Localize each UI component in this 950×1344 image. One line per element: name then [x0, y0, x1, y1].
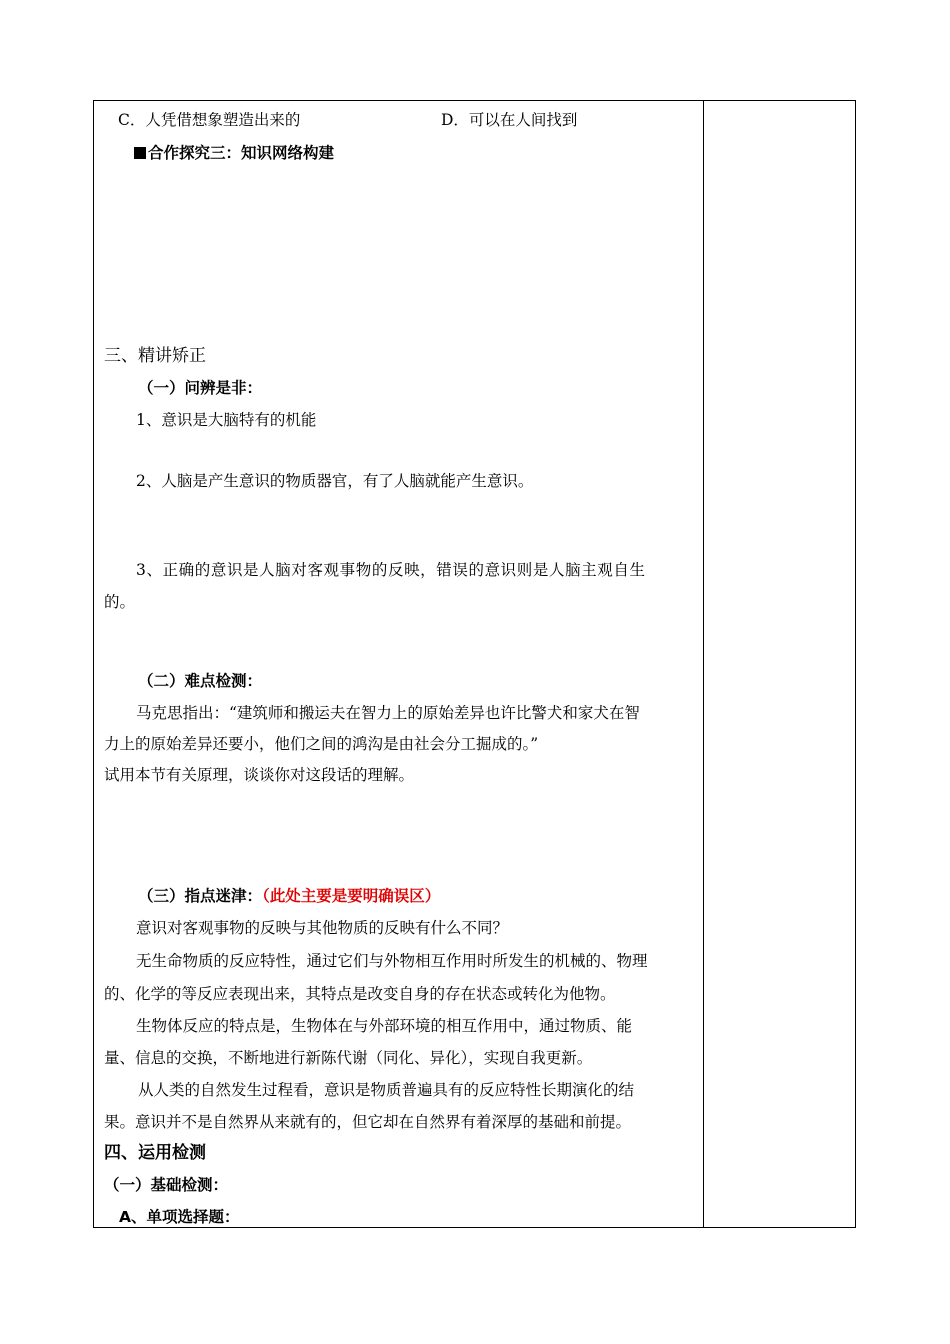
section-4-part-1-title: （一）基础检测： [104, 1176, 229, 1194]
part-3-title [138, 886, 440, 906]
part-2-title: （二）难点检测： [138, 672, 263, 690]
paragraph-1: 意识对客观事物的反映与其他物质的反映有什么不同？ [136, 919, 509, 937]
part-3-note: （此处主要是要明确误区） [262, 887, 441, 905]
quote-line-2: 力上的原始差异还要小，他们之间的鸿沟是由社会分工掘成的。” [104, 735, 539, 753]
paragraph-3-line-2: 量、信息的交换，不断地进行新陈代谢（同化、异化），实现自我更新。 [104, 1049, 593, 1067]
black-square-icon [134, 147, 146, 159]
multiple-choice-title: A、单项选择题： [119, 1208, 240, 1226]
paragraph-2-line-2: 的、化学的等反应表现出来，其特点是改变自身的存在状态或转化为他物。 [104, 985, 616, 1003]
question-3-line-2: 的。 [104, 593, 136, 611]
coop-inquiry-3-label: 合作探究三：知识网络构建 [148, 144, 335, 162]
paragraph-4-line-2: 果。意识并不是自然界从来就有的，但它却在自然界有着深厚的基础和前提。 [104, 1113, 632, 1131]
part-1-title: （一）问辨是非： [138, 379, 263, 397]
option-d: D．可以在人间找到 [441, 111, 578, 129]
question-3-line-1: 3、正确的意识是人脑对客观事物的反映，错误的意识则是人脑主观自生 [136, 561, 646, 579]
option-c: C．人凭借想象塑造出来的 [118, 111, 301, 129]
question-1: 1、意识是大脑特有的机能 [136, 411, 317, 429]
section-4-title: 四、运用检测 [104, 1143, 206, 1163]
quote-line-1: 马克思指出：“建筑师和搬运夫在智力上的原始差异也许比警犬和家犬在智 [136, 704, 640, 722]
paragraph-4-line-1: 从人类的自然发生过程看，意识是物质普遍具有的反应特性长期演化的结 [138, 1081, 635, 1099]
paragraph-2-line-1: 无生命物质的反应特性，通过它们与外物相互作用时所发生的机械的、物理 [136, 952, 648, 970]
part-3-title-label: （三）指点迷津： [138, 887, 263, 905]
coop-inquiry-3 [134, 143, 334, 163]
section-3-title: 三、精讲矫正 [104, 346, 206, 366]
column-divider [703, 100, 704, 1228]
paragraph-3-line-1: 生物体反应的特点是，生物体在与外部环境的相互作用中，通过物质、能 [136, 1017, 633, 1035]
question-2: 2、人脑是产生意识的物质器官，有了人脑就能产生意识。 [136, 472, 534, 490]
task-prompt: 试用本节有关原理，谈谈你对这段话的理解。 [104, 766, 415, 784]
